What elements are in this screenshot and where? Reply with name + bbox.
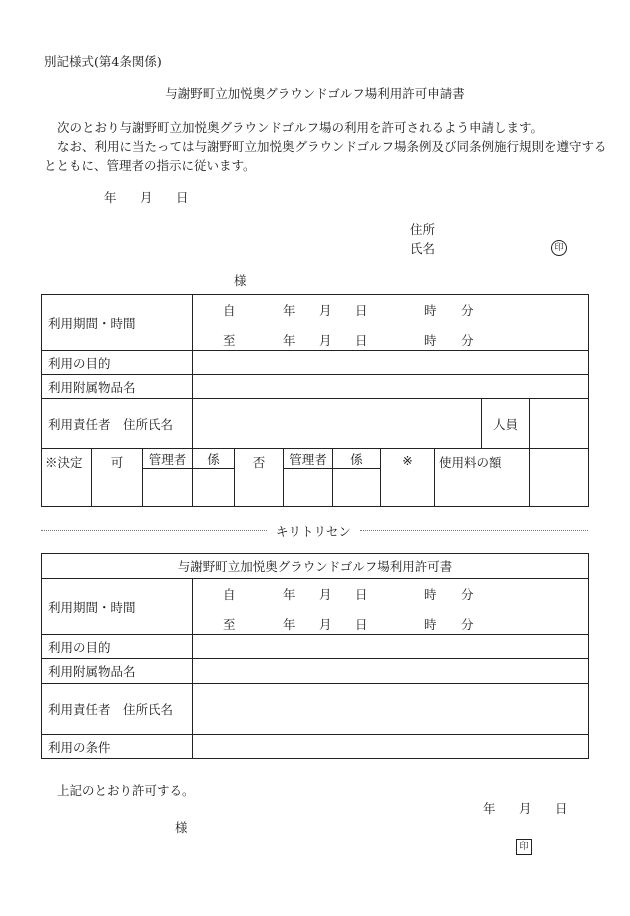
permit-responsible-row bbox=[42, 684, 589, 735]
decision-header-row bbox=[42, 449, 589, 469]
permit-purpose-field[interactable] bbox=[193, 635, 589, 659]
deny-manager-label: 管理者 bbox=[284, 449, 333, 469]
fee-label: 使用料の額 bbox=[435, 449, 530, 507]
permit-to-minute: 分 bbox=[461, 617, 474, 632]
purpose-row bbox=[42, 351, 589, 375]
period-cell[interactable] bbox=[193, 295, 589, 351]
permit-equipment-row bbox=[42, 659, 589, 684]
permit-date-day: 日 bbox=[555, 801, 568, 816]
permit-period-cell[interactable] bbox=[193, 579, 589, 635]
approve-clerk-label: 係 bbox=[193, 449, 235, 469]
addressee-sama: 様 bbox=[234, 273, 247, 288]
form-reference: 別記様式(第4条関係) bbox=[44, 54, 162, 69]
cut-line-left bbox=[41, 530, 267, 531]
permit-from-hour: 時 bbox=[424, 587, 437, 602]
permit-period-label: 利用期間・時間 bbox=[42, 579, 193, 635]
equipment-row bbox=[42, 375, 589, 399]
permit-date-year: 年 bbox=[483, 801, 496, 816]
period-to-minute: 分 bbox=[461, 333, 474, 348]
date-month: 月 bbox=[140, 190, 153, 205]
approve-manager-stamp[interactable] bbox=[143, 469, 193, 507]
permit-to-year: 年 bbox=[283, 617, 296, 632]
period-to-year: 年 bbox=[283, 333, 296, 348]
date-day: 日 bbox=[176, 190, 189, 205]
permit-to-day: 日 bbox=[355, 617, 368, 632]
permit-from-minute: 分 bbox=[461, 587, 474, 602]
issuer-seal-mark: 印 bbox=[516, 839, 532, 855]
permit-table bbox=[41, 553, 589, 759]
permit-conditions-field[interactable] bbox=[193, 735, 589, 759]
permit-to-month: 月 bbox=[319, 617, 332, 632]
period-to: 至 bbox=[223, 333, 236, 348]
approve-manager-label: 管理者 bbox=[143, 449, 193, 469]
permit-conditions-label: 利用の条件 bbox=[42, 735, 193, 759]
permit-title-row bbox=[42, 554, 589, 579]
decision-deny: 否 bbox=[235, 449, 284, 507]
period-from-month: 月 bbox=[319, 303, 332, 318]
permit-to: 至 bbox=[223, 617, 236, 632]
permit-from: 自 bbox=[223, 587, 236, 602]
permit-responsible-field[interactable] bbox=[193, 684, 589, 735]
decision-approve: 可 bbox=[92, 449, 143, 507]
permit-addressee-sama: 様 bbox=[175, 820, 188, 835]
period-row bbox=[42, 295, 589, 351]
intro-line-1: 次のとおり与謝野町立加悦奥グラウンドゴルフ場の利用を許可されるよう申請します。 bbox=[57, 120, 544, 135]
intro-line-3: とともに、管理者の指示に従います。 bbox=[44, 158, 256, 173]
period-label: 利用期間・時間 bbox=[42, 295, 193, 351]
period-from-hour: 時 bbox=[424, 303, 437, 318]
period-to-hour: 時 bbox=[424, 333, 437, 348]
period-from-day: 日 bbox=[355, 303, 368, 318]
application-table bbox=[41, 294, 589, 507]
responsible-row bbox=[42, 399, 589, 449]
address-label: 住所 bbox=[410, 222, 436, 237]
period-from-minute: 分 bbox=[461, 303, 474, 318]
permit-period-row bbox=[42, 579, 589, 635]
approve-clerk-stamp[interactable] bbox=[193, 469, 235, 507]
permit-from-day: 日 bbox=[355, 587, 368, 602]
permit-conditions-row bbox=[42, 735, 589, 759]
people-label: 人員 bbox=[482, 399, 530, 449]
responsible-field[interactable] bbox=[193, 399, 482, 449]
name-label: 氏名 bbox=[410, 241, 436, 256]
closing-statement: 上記のとおり許可する。 bbox=[57, 783, 195, 798]
purpose-field[interactable] bbox=[193, 351, 589, 375]
permit-date-month: 月 bbox=[519, 801, 532, 816]
equipment-field[interactable] bbox=[193, 375, 589, 399]
responsible-label: 利用責任者 住所氏名 bbox=[42, 399, 193, 449]
permit-equipment-field[interactable] bbox=[193, 659, 589, 684]
permit-to-hour: 時 bbox=[424, 617, 437, 632]
equipment-label: 利用附属物品名 bbox=[42, 375, 193, 399]
period-from-year: 年 bbox=[283, 303, 296, 318]
date-year: 年 bbox=[104, 190, 117, 205]
intro-line-2: なお、利用に当たっては与謝野町立加悦奥グラウンドゴルフ場条例及び同条例施行規則を遵守する bbox=[57, 139, 607, 154]
permit-purpose-row bbox=[42, 635, 589, 659]
applicant-seal bbox=[551, 238, 567, 256]
people-field[interactable] bbox=[530, 399, 589, 449]
cut-line-label: キリトリセン bbox=[276, 524, 351, 539]
period-to-month: 月 bbox=[319, 333, 332, 348]
decision-mark: ※ bbox=[381, 449, 435, 507]
permit-purpose-label: 利用の目的 bbox=[42, 635, 193, 659]
deny-clerk-label: 係 bbox=[333, 449, 381, 469]
permit-title: 与謝野町立加悦奥グラウンドゴルフ場利用許可書 bbox=[42, 554, 589, 579]
seal-mark: 印 bbox=[551, 240, 567, 256]
period-to-day: 日 bbox=[355, 333, 368, 348]
permit-from-year: 年 bbox=[283, 587, 296, 602]
permit-from-month: 月 bbox=[319, 587, 332, 602]
application-title: 与謝野町立加悦奥グラウンドゴルフ場利用許可申請書 bbox=[165, 86, 465, 101]
deny-manager-stamp[interactable] bbox=[284, 469, 333, 507]
purpose-label: 利用の目的 bbox=[42, 351, 193, 375]
permit-responsible-label: 利用責任者 住所氏名 bbox=[42, 684, 193, 735]
permit-equipment-label: 利用附属物品名 bbox=[42, 659, 193, 684]
decision-label: ※決定 bbox=[42, 449, 92, 507]
fee-field[interactable] bbox=[530, 449, 589, 507]
issuer-seal bbox=[516, 837, 532, 855]
period-from: 自 bbox=[223, 303, 236, 318]
deny-clerk-stamp[interactable] bbox=[333, 469, 381, 507]
cut-line-right bbox=[360, 530, 588, 531]
